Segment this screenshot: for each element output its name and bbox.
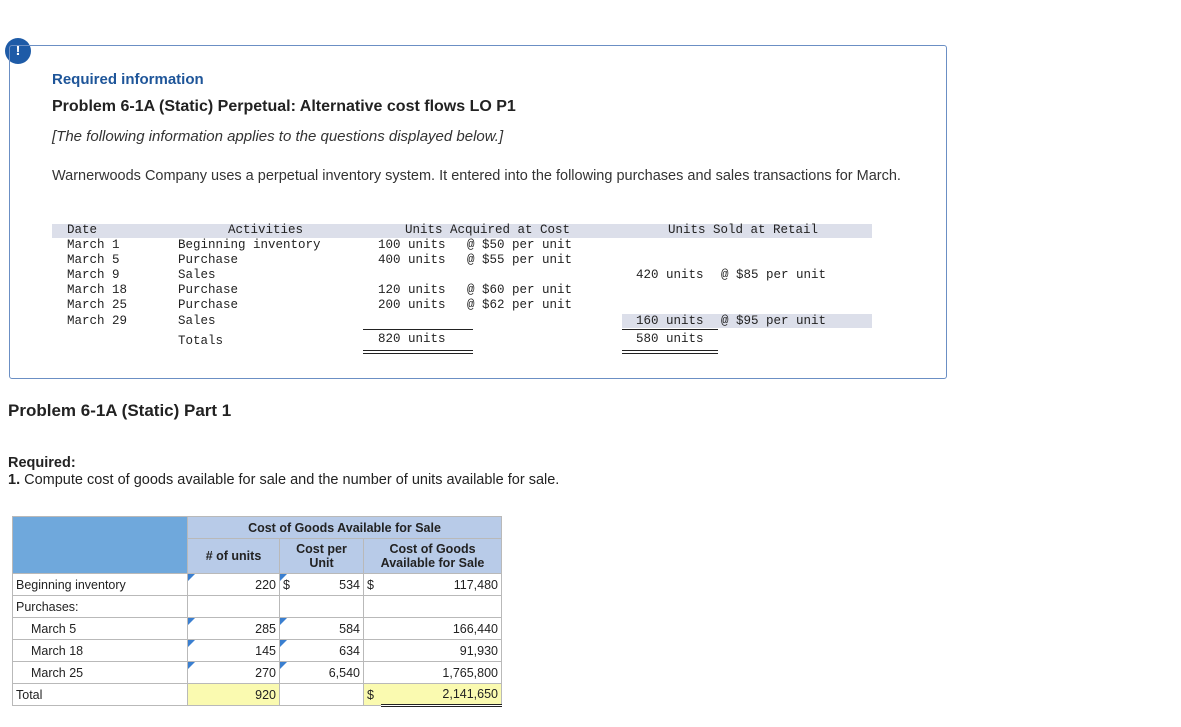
question-number: 1.: [8, 472, 21, 488]
total-units: 920: [188, 684, 280, 706]
row-acq-cost: @ $60 per unit: [467, 283, 573, 297]
empty-cell: [280, 596, 364, 618]
required-block: [8, 455, 559, 489]
col-header-date: Date: [67, 223, 98, 237]
march18-cost-input[interactable]: 634: [280, 640, 364, 662]
row-sold-price: @ $85 per unit: [721, 268, 827, 282]
total-label: Total: [13, 684, 188, 706]
row-activity: Sales: [178, 268, 216, 282]
info-note: [The following information applies to the questions displayed below.]: [52, 128, 504, 145]
row-date: March 9: [67, 268, 120, 282]
march18-label: March 18: [13, 640, 188, 662]
row-date: March 1: [67, 238, 120, 252]
row-date: March 5: [67, 253, 120, 267]
row-activity: Purchase: [178, 298, 239, 312]
question-text: Compute cost of goods available for sale and the number of units available for sale.: [24, 472, 560, 488]
currency-sign: $: [364, 684, 381, 706]
row-sold-units: 420 units: [636, 268, 704, 282]
required-info-heading: Required information: [52, 71, 204, 88]
beginning-inventory-label: Beginning inventory: [13, 574, 188, 596]
row-date: March 25: [67, 298, 128, 312]
row-activity: Purchase: [178, 253, 239, 267]
problem-title: Problem 6-1A (Static) Perpetual: Alternative cost flows LO P1: [52, 98, 516, 115]
required-label: Required:: [8, 455, 76, 471]
acquired-sum-line: [363, 329, 473, 330]
march25-cost-input[interactable]: 6,540: [280, 662, 364, 684]
beginning-cost-input[interactable]: 534: [297, 574, 364, 596]
col-cost-header: Cost per Unit: [280, 539, 364, 574]
cogs-table: [12, 516, 502, 707]
empty-cell: [364, 596, 502, 618]
row-sold-price: @ $95 per unit: [721, 314, 827, 328]
empty-cell: [188, 596, 280, 618]
col-header-activities: Activities: [228, 223, 304, 237]
part-title: Problem 6-1A (Static) Part 1: [8, 401, 232, 420]
col-total-header: Cost of Goods Available for Sale: [364, 539, 502, 574]
march5-cost-input[interactable]: 584: [280, 618, 364, 640]
march25-label: March 25: [13, 662, 188, 684]
currency-sign: $: [280, 574, 297, 596]
march18-total: 91,930: [364, 640, 502, 662]
row-acq-units: 120 units: [378, 283, 446, 297]
row-sold-units: 160 units: [636, 314, 704, 328]
col-header-sold: Units Sold at Retail: [668, 223, 819, 237]
col-header-acquired: Units Acquired at Cost: [405, 223, 571, 237]
purchases-label: Purchases:: [13, 596, 188, 618]
row-date: March 29: [67, 314, 128, 328]
row-date: March 18: [67, 283, 128, 297]
empty-cell: [280, 684, 364, 706]
totals-sold: 580 units: [636, 332, 704, 346]
march5-total: 166,440: [364, 618, 502, 640]
beginning-total: 117,480: [381, 574, 502, 596]
row-acq-cost: @ $50 per unit: [467, 238, 573, 252]
cogs-table-title: Cost of Goods Available for Sale: [188, 517, 502, 539]
sold-double-line-1: [622, 350, 718, 351]
label-header-cell: [13, 517, 188, 574]
alert-icon: !: [5, 38, 31, 64]
currency-sign: $: [364, 574, 381, 596]
row-activity: Purchase: [178, 283, 239, 297]
march5-units-input[interactable]: 285: [188, 618, 280, 640]
sold-sum-line: [622, 329, 718, 330]
march25-units-input[interactable]: 270: [188, 662, 280, 684]
row-acq-cost: @ $55 per unit: [467, 253, 573, 267]
acquired-double-line-2: [363, 353, 473, 354]
sold-double-line-2: [622, 353, 718, 354]
acquired-double-line-1: [363, 350, 473, 351]
row-acq-units: 400 units: [378, 253, 446, 267]
row-activity: Sales: [178, 314, 216, 328]
march25-total: 1,765,800: [364, 662, 502, 684]
march18-units-input[interactable]: 145: [188, 640, 280, 662]
totals-label: Totals: [178, 334, 224, 348]
totals-acquired: 820 units: [378, 332, 446, 346]
row-acq-cost: @ $62 per unit: [467, 298, 573, 312]
intro-text: Warnerwoods Company uses a perpetual inventory system. It entered into the following purchases and sales transactions for March.: [52, 168, 901, 184]
row-activity: Beginning inventory: [178, 238, 321, 252]
grand-total: 2,141,650: [381, 684, 502, 706]
march5-label: March 5: [13, 618, 188, 640]
col-units-header: # of units: [188, 539, 280, 574]
beginning-units-input[interactable]: 220: [188, 574, 280, 596]
row-acq-units: 100 units: [378, 238, 446, 252]
row-acq-units: 200 units: [378, 298, 446, 312]
